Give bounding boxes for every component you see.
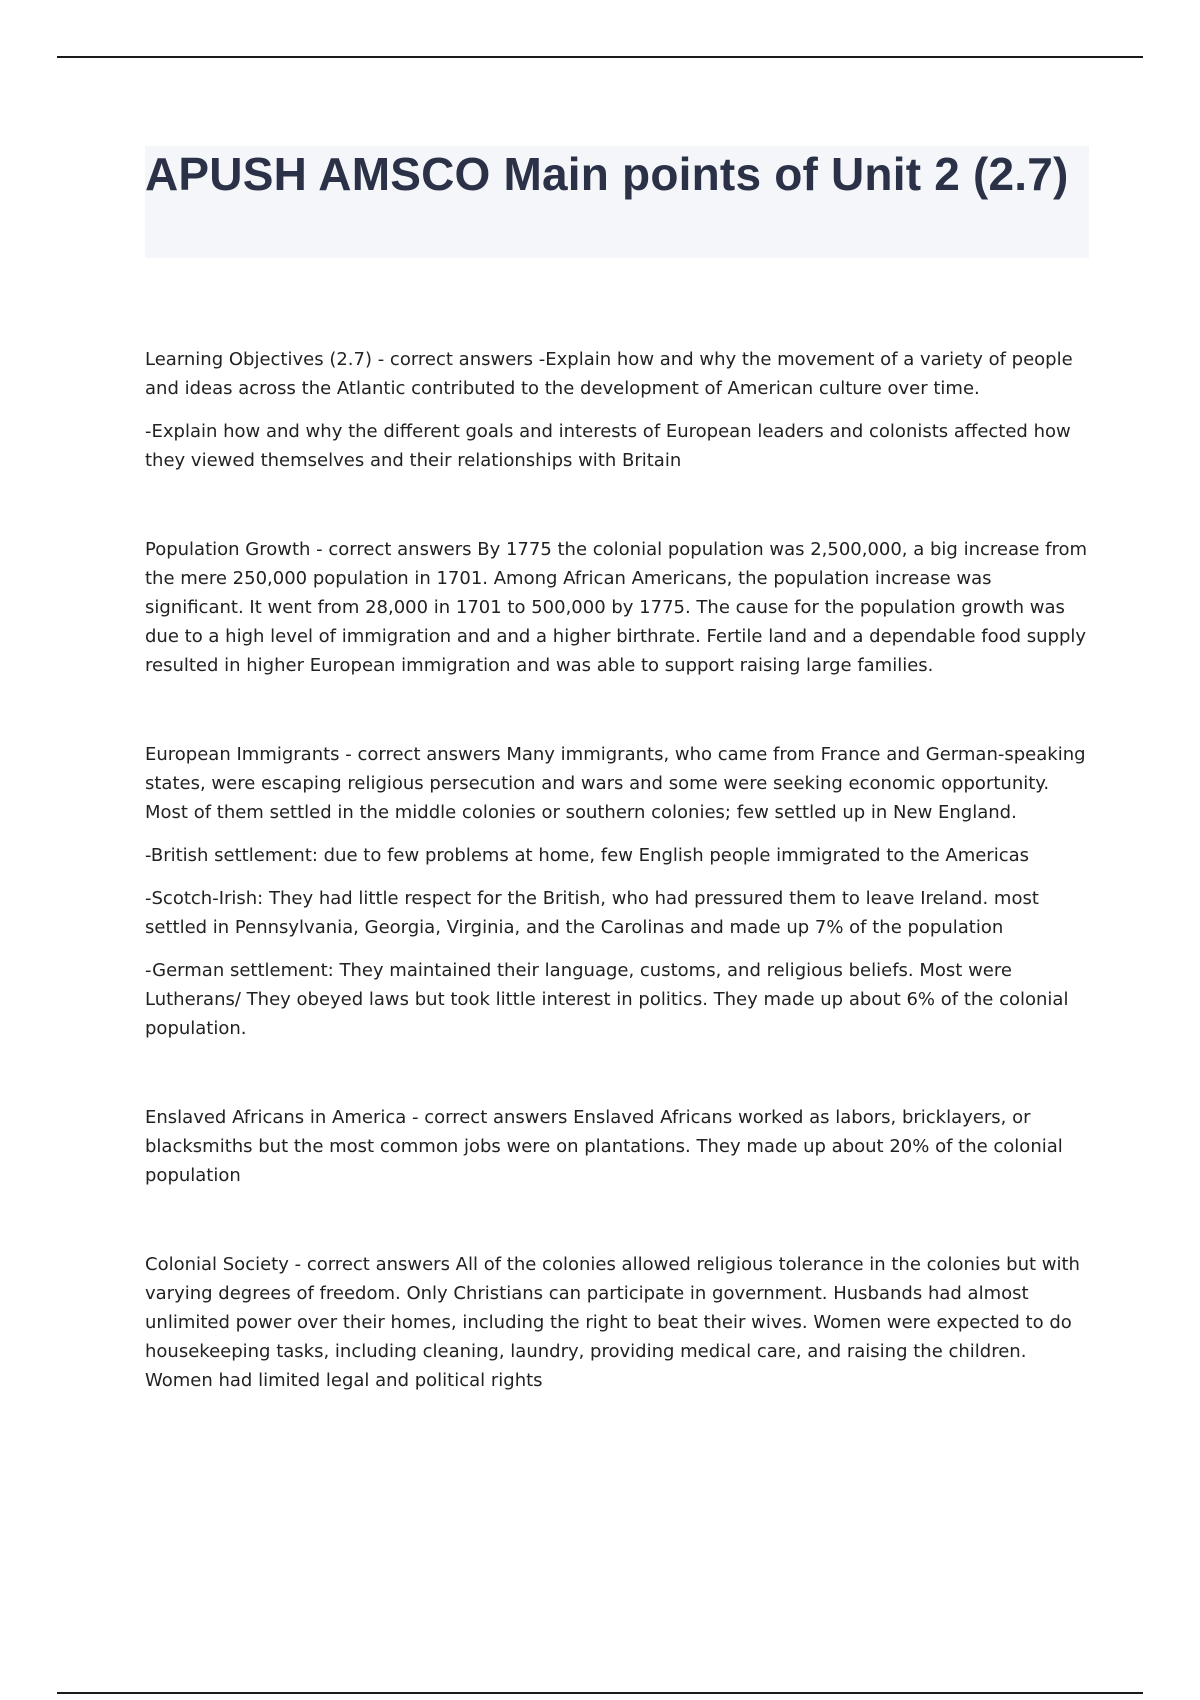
entry-learning-objectives	[145, 345, 1089, 475]
entry-paragraph: Population Growth - correct answers By 1775 the colonial population was 2,500,000, a big increase from the mere 250,000 population in 1701. Among African Americans, the population increase was significant. It went from 28,000 in 1701 to 500,000 by 1775. The cause for the population growth was due to a high level of immigration and and a higher birthrate. Fertile land and a dependable food supply resulted in higher European immigration and was able to support raising large families.	[145, 539, 1088, 676]
entry-paragraph: -British settlement: due to few problems at home, few English people immigrated to the Americas	[145, 845, 1030, 866]
page-title: APUSH AMSCO Main points of Unit 2 (2.7)	[145, 148, 1069, 200]
entry-paragraph: Learning Objectives (2.7) - correct answers -Explain how and why the movement of a variety of people and ideas across the Atlantic contributed to the development of American culture over time.	[145, 349, 1073, 399]
bottom-rule	[57, 1692, 1143, 1694]
title-banner	[145, 146, 1089, 258]
entry-colonial-society	[145, 1250, 1089, 1395]
top-rule	[57, 56, 1143, 58]
entry-european-immigrants	[145, 740, 1089, 1043]
entry-paragraph: -German settlement: They maintained their language, customs, and religious beliefs. Most were Lutherans/ They obeyed laws but took little interest in politics. They made up about 6% of the colonial population.	[145, 960, 1069, 1039]
entry-paragraph: Colonial Society - correct answers All of the colonies allowed religious tolerance in the colonies but with varying degrees of freedom. Only Christians can participate in government. Husbands had almost unlimited power over their homes, including the right to beat their wives. Women were expected to do housekeeping tasks, including cleaning, laundry, providing medical care, and raising the children. Women had limited legal and political rights	[145, 1254, 1080, 1391]
entry-paragraph: -Scotch-Irish: They had little respect for the British, who had pressured them to leave Ireland. most settled in Pennsylvania, Georgia, Virginia, and the Carolinas and made up 7% of the population	[145, 888, 1039, 938]
entry-population-growth	[145, 535, 1089, 680]
entry-paragraph: Enslaved Africans in America - correct answers Enslaved Africans worked as labors, bricklayers, or blacksmiths but the most common jobs were on plantations. They made up about 20% of the colonial population	[145, 1107, 1063, 1186]
document-body	[145, 345, 1089, 1409]
entry-paragraph: European Immigrants - correct answers Many immigrants, who came from France and German-speaking states, were escaping religious persecution and wars and some were seeking economic opportunity. Most of them settled in the middle colonies or southern colonies; few settled up in New England.	[145, 744, 1086, 823]
entry-paragraph: -Explain how and why the different goals and interests of European leaders and colonists affected how they viewed themselves and their relationships with Britain	[145, 421, 1071, 471]
entry-enslaved-africans	[145, 1103, 1089, 1190]
